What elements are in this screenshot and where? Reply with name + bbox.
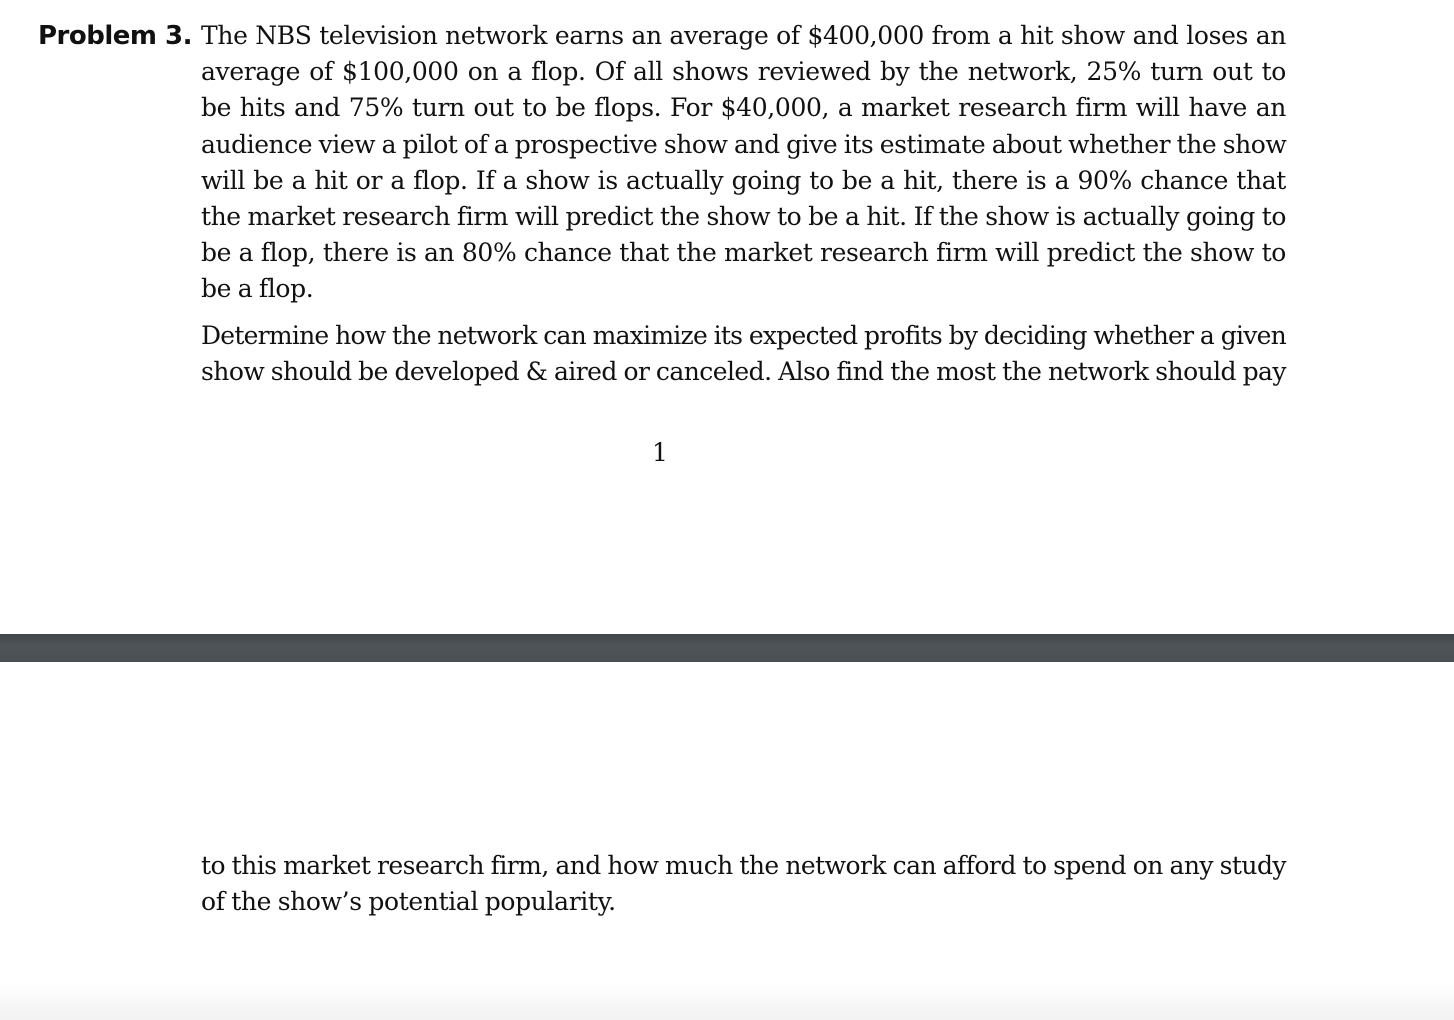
text-line: of the show’s potential popularity. (201, 887, 616, 917)
text-line: show should be developed & aired or canceled. Also find the most the network should pay (201, 357, 1286, 387)
problem-paragraph-2 (201, 318, 1286, 390)
text-line: will be a hit or a flop. If a show is actually going to be a hit, there is a 90% chance that (201, 165, 1286, 195)
text-line: Determine how the network can maximize its expected profits by deciding whether a given (201, 321, 1286, 350)
text-line: the market research firm will predict the show to be a hit. If the show is actually going to (201, 202, 1286, 232)
text-line: be a flop. (201, 274, 314, 304)
text-line: be a flop, there is an 80% chance that the market research firm will predict the show to (201, 238, 1286, 268)
text-line: to this market research firm, and how much the network can afford to spend on any study (201, 851, 1286, 880)
text-line: be hits and 75% turn out to be flops. For $40,000, a market research firm will have an (201, 93, 1286, 123)
page-divider (0, 634, 1454, 662)
problem-label: Problem 3. (38, 21, 193, 51)
problem-paragraph-continued (201, 848, 1286, 920)
problem-paragraph-1 (201, 18, 1286, 308)
text-line: The NBS television network earns an average of $400,000 from a hit show and loses an (201, 21, 1286, 50)
page-number: 1 (652, 438, 668, 467)
text-line: average of $100,000 on a flop. Of all shows reviewed by the network, 25% turn out to (201, 57, 1286, 87)
text-line: audience view a pilot of a prospective show and give its estimate about whether the show (201, 129, 1287, 159)
page-2 (0, 662, 1454, 1020)
